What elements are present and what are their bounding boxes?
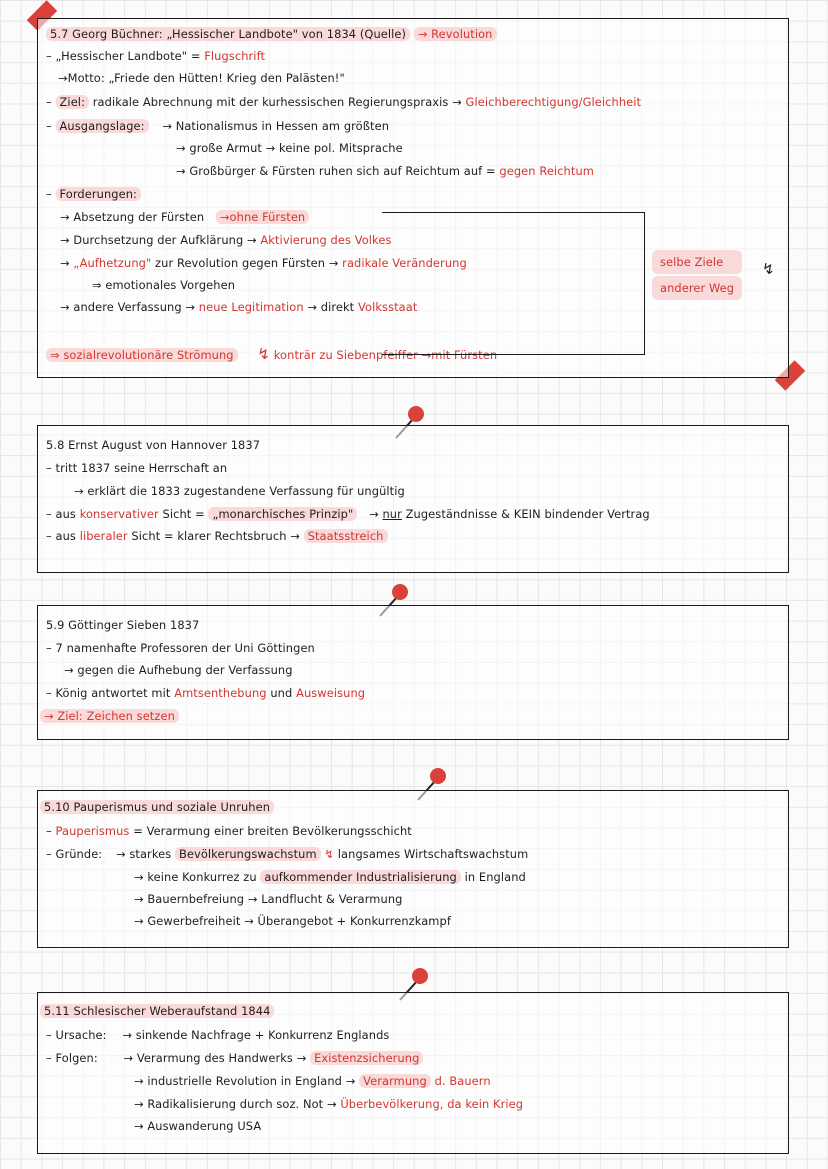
s510-line-1: – Pauperismus = Verarmung einer breiten Bevölkerungsschicht (46, 824, 412, 838)
section-5-7-title: 5.7 Georg Büchner: „Hessischer Landbote" von 1834 (Quelle) → Revolution (46, 26, 497, 42)
s58-line-1: – tritt 1837 seine Herrschaft an (46, 461, 228, 475)
s57-line-3: – Ziel: radikale Abrechnung mit der kurhessischen Regierungspraxis → Gleichberechtigung/Gleichheit (46, 95, 642, 109)
s511-line-1: – Ursache: → sinkende Nachfrage + Konkurrenz Englands (46, 1028, 390, 1042)
s57-line-11: ⇒ emotionales Vorgehen (92, 278, 236, 292)
section-5-8-title: 5.8 Ernst August von Hannover 1837 (46, 438, 261, 452)
s57-bracket (382, 212, 645, 355)
s57-side-note: selbe Ziele anderer Weg (652, 250, 742, 300)
s57-line-9: → Durchsetzung der Aufklärung → Aktivierung des Volkes (60, 233, 392, 247)
s510-line-2: – Gründe: → starkes Bevölkerungswachstum ↯ langsames Wirtschaftswachstum (46, 847, 529, 861)
section-5-10-title: 5.10 Pauperismus und soziale Unruhen (40, 799, 274, 815)
s58-line-3: – aus konservativer Sicht = „monarchisches Prinzip" → nur Zugeständnisse & KEIN bindender Vertrag (46, 507, 650, 521)
s57-line-4: – Ausgangslage: → Nationalismus in Hessen am größten (46, 119, 390, 133)
s511-line-2: – Folgen: → Verarmung des Handwerks → Existenzsicherung (46, 1050, 423, 1066)
s511-line-3: → industrielle Revolution in England → Verarmung d. Bauern (134, 1074, 491, 1088)
s57-line-7: – Forderungen: (46, 186, 141, 202)
s510-line-4: → Bauernbefreiung → Landflucht & Verarmung (134, 892, 403, 906)
s57-line-8: → Absetzung der Fürsten →ohne Fürsten (60, 209, 309, 225)
s57-line-10: → „Aufhetzung" zur Revolution gegen Fürsten → radikale Veränderung (60, 256, 467, 270)
s58-line-4: – aus liberaler Sicht = klarer Rechtsbruch → Staatsstreich (46, 528, 388, 544)
s57-line-12: → andere Verfassung → neue Legitimation → direkt Volksstaat (60, 300, 418, 314)
contrast-bolt-icon: ↯ (324, 847, 335, 861)
s59-line-3: – König antwortet mit Amtsenthebung und Ausweisung (46, 686, 366, 700)
s57-line-6: → Großbürger & Fürsten ruhen sich auf Reichtum auf = gegen Reichtum (176, 164, 594, 178)
section-5-11-title: 5.11 Schlesischer Weberaufstand 1844 (40, 1003, 274, 1019)
s57-line-5: → große Armut → keine pol. Mitsprache (176, 141, 403, 155)
s511-line-5: → Auswanderung USA (134, 1119, 262, 1133)
contrast-bolt-icon: ↯ (257, 345, 271, 363)
s59-line-2: → gegen die Aufhebung der Verfassung (64, 663, 293, 677)
s57-line-13: ⇒ sozialrevolutionäre Strömung ↯ konträr zu Siebenpfeiffer →mit Fürsten (46, 346, 497, 363)
s510-line-3: → keine Konkurrez zu aufkommender Industrialisierung in England (134, 870, 526, 884)
section-5-9-title: 5.9 Göttinger Sieben 1837 (46, 618, 200, 632)
s57-line-1: – „Hessischer Landbote" = Flugschrift (46, 49, 266, 63)
s511-line-4: → Radikalisierung durch soz. Not → Überbevölkerung, da kein Krieg (134, 1097, 524, 1111)
s59-line-4: → Ziel: Zeichen setzen (40, 708, 179, 724)
s57-line-2: →Motto: „Friede den Hütten! Krieg den Palästen!" (58, 71, 345, 85)
lightning-bolt-icon: ↯ (762, 260, 775, 278)
s58-line-2: → erklärt die 1833 zugestandene Verfassung für ungültig (74, 484, 405, 498)
s59-line-1: – 7 namenhafte Professoren der Uni Göttingen (46, 641, 315, 655)
s510-line-5: → Gewerbefreiheit → Überangebot + Konkurrenzkampf (134, 914, 451, 928)
